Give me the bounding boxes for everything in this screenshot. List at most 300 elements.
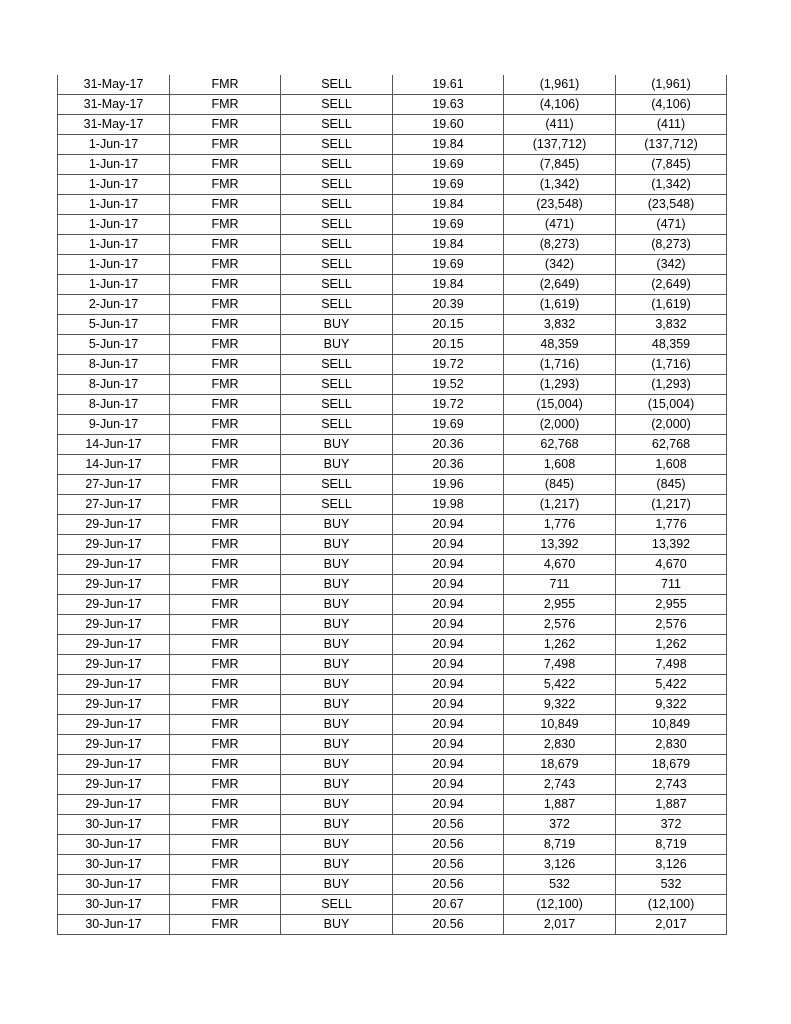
date-cell: 29-Jun-17 [58,575,170,595]
price-cell: 20.94 [393,795,504,815]
fund-cell: FMR [170,855,281,875]
quantity-total-cell: 8,719 [616,835,727,855]
type-cell: BUY [281,655,393,675]
quantity-cell: (4,106) [504,95,616,115]
date-cell: 1-Jun-17 [58,255,170,275]
table-row [58,75,727,95]
table-row [58,695,727,715]
fund-cell: FMR [170,515,281,535]
price-cell: 20.36 [393,435,504,455]
fund-cell: FMR [170,95,281,115]
date-cell: 29-Jun-17 [58,775,170,795]
fund-cell: FMR [170,75,281,95]
type-cell: BUY [281,695,393,715]
type-cell: BUY [281,335,393,355]
date-cell: 5-Jun-17 [58,315,170,335]
type-cell: BUY [281,515,393,535]
quantity-cell: 9,322 [504,695,616,715]
price-cell: 19.72 [393,395,504,415]
type-cell: SELL [281,375,393,395]
quantity-cell: 2,830 [504,735,616,755]
date-cell: 29-Jun-17 [58,735,170,755]
date-cell: 1-Jun-17 [58,235,170,255]
type-cell: BUY [281,555,393,575]
fund-cell: FMR [170,615,281,635]
table-row [58,195,727,215]
quantity-total-cell: 9,322 [616,695,727,715]
quantity-cell: (137,712) [504,135,616,155]
date-cell: 14-Jun-17 [58,435,170,455]
table-row [58,375,727,395]
table-row [58,215,727,235]
table-row [58,175,727,195]
quantity-total-cell: (15,004) [616,395,727,415]
table-row [58,335,727,355]
quantity-cell: (2,649) [504,275,616,295]
fund-cell: FMR [170,815,281,835]
fund-cell: FMR [170,635,281,655]
date-cell: 1-Jun-17 [58,135,170,155]
quantity-total-cell: (1,619) [616,295,727,315]
price-cell: 20.94 [393,515,504,535]
table-row [58,835,727,855]
quantity-total-cell: 3,832 [616,315,727,335]
price-cell: 20.56 [393,875,504,895]
quantity-cell: 13,392 [504,535,616,555]
date-cell: 1-Jun-17 [58,155,170,175]
type-cell: SELL [281,175,393,195]
quantity-cell: 3,126 [504,855,616,875]
date-cell: 8-Jun-17 [58,395,170,415]
fund-cell: FMR [170,375,281,395]
fund-cell: FMR [170,535,281,555]
quantity-total-cell: 3,126 [616,855,727,875]
type-cell: BUY [281,755,393,775]
type-cell: BUY [281,815,393,835]
date-cell: 2-Jun-17 [58,295,170,315]
quantity-total-cell: (23,548) [616,195,727,215]
date-cell: 30-Jun-17 [58,895,170,915]
fund-cell: FMR [170,195,281,215]
price-cell: 20.56 [393,855,504,875]
table-row [58,115,727,135]
fund-cell: FMR [170,755,281,775]
date-cell: 30-Jun-17 [58,855,170,875]
quantity-cell: (1,217) [504,495,616,515]
fund-cell: FMR [170,715,281,735]
table-row [58,555,727,575]
price-cell: 20.94 [393,575,504,595]
quantity-cell: (15,004) [504,395,616,415]
price-cell: 20.56 [393,915,504,935]
fund-cell: FMR [170,295,281,315]
quantity-cell: (2,000) [504,415,616,435]
type-cell: SELL [281,255,393,275]
quantity-total-cell: (411) [616,115,727,135]
quantity-total-cell: (845) [616,475,727,495]
quantity-total-cell: 372 [616,815,727,835]
quantity-cell: (8,273) [504,235,616,255]
table-row [58,755,727,775]
date-cell: 14-Jun-17 [58,455,170,475]
fund-cell: FMR [170,875,281,895]
quantity-total-cell: 1,608 [616,455,727,475]
quantity-total-cell: 2,955 [616,595,727,615]
type-cell: SELL [281,495,393,515]
quantity-cell: (1,293) [504,375,616,395]
type-cell: BUY [281,795,393,815]
quantity-total-cell: 2,576 [616,615,727,635]
table-row [58,295,727,315]
price-cell: 19.63 [393,95,504,115]
quantity-total-cell: (4,106) [616,95,727,115]
table-row [58,455,727,475]
type-cell: BUY [281,675,393,695]
fund-cell: FMR [170,595,281,615]
fund-cell: FMR [170,115,281,135]
date-cell: 29-Jun-17 [58,695,170,715]
type-cell: SELL [281,355,393,375]
fund-cell: FMR [170,415,281,435]
fund-cell: FMR [170,495,281,515]
quantity-total-cell: (342) [616,255,727,275]
quantity-cell: 1,887 [504,795,616,815]
quantity-cell: (1,342) [504,175,616,195]
price-cell: 19.84 [393,235,504,255]
price-cell: 20.94 [393,635,504,655]
fund-cell: FMR [170,135,281,155]
date-cell: 30-Jun-17 [58,835,170,855]
type-cell: SELL [281,895,393,915]
quantity-cell: (1,619) [504,295,616,315]
price-cell: 19.84 [393,195,504,215]
date-cell: 1-Jun-17 [58,275,170,295]
type-cell: SELL [281,275,393,295]
type-cell: BUY [281,575,393,595]
quantity-cell: 48,359 [504,335,616,355]
fund-cell: FMR [170,795,281,815]
quantity-total-cell: (2,000) [616,415,727,435]
fund-cell: FMR [170,255,281,275]
fund-cell: FMR [170,555,281,575]
type-cell: BUY [281,875,393,895]
date-cell: 30-Jun-17 [58,915,170,935]
date-cell: 29-Jun-17 [58,675,170,695]
type-cell: SELL [281,75,393,95]
quantity-cell: 2,017 [504,915,616,935]
price-cell: 20.94 [393,755,504,775]
type-cell: SELL [281,95,393,115]
quantity-total-cell: (1,716) [616,355,727,375]
quantity-total-cell: 1,776 [616,515,727,535]
quantity-total-cell: (1,217) [616,495,727,515]
date-cell: 29-Jun-17 [58,555,170,575]
fund-cell: FMR [170,915,281,935]
table-row [58,135,727,155]
date-cell: 1-Jun-17 [58,215,170,235]
quantity-cell: 4,670 [504,555,616,575]
table-row [58,495,727,515]
quantity-total-cell: 13,392 [616,535,727,555]
quantity-cell: 372 [504,815,616,835]
type-cell: SELL [281,155,393,175]
price-cell: 20.39 [393,295,504,315]
quantity-total-cell: 10,849 [616,715,727,735]
transactions-body [58,75,727,935]
quantity-cell: 2,576 [504,615,616,635]
type-cell: BUY [281,835,393,855]
quantity-cell: (1,716) [504,355,616,375]
price-cell: 20.36 [393,455,504,475]
fund-cell: FMR [170,675,281,695]
quantity-total-cell: 2,017 [616,915,727,935]
quantity-total-cell: 532 [616,875,727,895]
quantity-total-cell: 2,830 [616,735,727,755]
date-cell: 29-Jun-17 [58,515,170,535]
type-cell: BUY [281,535,393,555]
price-cell: 19.84 [393,135,504,155]
date-cell: 31-May-17 [58,115,170,135]
date-cell: 27-Jun-17 [58,495,170,515]
quantity-cell: (1,961) [504,75,616,95]
date-cell: 8-Jun-17 [58,375,170,395]
table-row [58,895,727,915]
table-row [58,515,727,535]
price-cell: 19.69 [393,215,504,235]
type-cell: SELL [281,195,393,215]
price-cell: 19.72 [393,355,504,375]
date-cell: 31-May-17 [58,75,170,95]
quantity-cell: 10,849 [504,715,616,735]
date-cell: 1-Jun-17 [58,195,170,215]
price-cell: 20.94 [393,695,504,715]
quantity-cell: (411) [504,115,616,135]
table-row [58,815,727,835]
date-cell: 30-Jun-17 [58,815,170,835]
date-cell: 29-Jun-17 [58,795,170,815]
price-cell: 19.69 [393,175,504,195]
table-row [58,475,727,495]
type-cell: SELL [281,235,393,255]
quantity-cell: 2,743 [504,775,616,795]
type-cell: BUY [281,595,393,615]
fund-cell: FMR [170,475,281,495]
price-cell: 20.94 [393,735,504,755]
quantity-total-cell: 62,768 [616,435,727,455]
date-cell: 29-Jun-17 [58,755,170,775]
price-cell: 20.15 [393,315,504,335]
quantity-cell: 1,608 [504,455,616,475]
fund-cell: FMR [170,435,281,455]
quantity-cell: (471) [504,215,616,235]
date-cell: 29-Jun-17 [58,715,170,735]
quantity-total-cell: 4,670 [616,555,727,575]
price-cell: 20.94 [393,555,504,575]
type-cell: BUY [281,775,393,795]
quantity-cell: 18,679 [504,755,616,775]
table-row [58,655,727,675]
fund-cell: FMR [170,775,281,795]
quantity-cell: 5,422 [504,675,616,695]
date-cell: 29-Jun-17 [58,535,170,555]
quantity-total-cell: 2,743 [616,775,727,795]
type-cell: BUY [281,735,393,755]
quantity-cell: 3,832 [504,315,616,335]
date-cell: 29-Jun-17 [58,615,170,635]
fund-cell: FMR [170,835,281,855]
price-cell: 20.56 [393,815,504,835]
quantity-total-cell: 1,887 [616,795,727,815]
table-row [58,615,727,635]
fund-cell: FMR [170,895,281,915]
table-row [58,355,727,375]
fund-cell: FMR [170,175,281,195]
price-cell: 20.94 [393,615,504,635]
type-cell: BUY [281,615,393,635]
type-cell: SELL [281,395,393,415]
table-row [58,715,727,735]
date-cell: 29-Jun-17 [58,595,170,615]
price-cell: 19.69 [393,255,504,275]
table-row [58,635,727,655]
quantity-cell: 1,776 [504,515,616,535]
table-row [58,435,727,455]
quantity-total-cell: 48,359 [616,335,727,355]
price-cell: 19.69 [393,415,504,435]
quantity-cell: 2,955 [504,595,616,615]
table-row [58,395,727,415]
quantity-total-cell: (2,649) [616,275,727,295]
type-cell: SELL [281,415,393,435]
quantity-cell: (342) [504,255,616,275]
quantity-cell: 7,498 [504,655,616,675]
fund-cell: FMR [170,395,281,415]
table-row [58,875,727,895]
quantity-total-cell: (137,712) [616,135,727,155]
table-row [58,315,727,335]
table-row [58,535,727,555]
type-cell: BUY [281,915,393,935]
quantity-cell: (845) [504,475,616,495]
fund-cell: FMR [170,575,281,595]
fund-cell: FMR [170,275,281,295]
price-cell: 19.61 [393,75,504,95]
type-cell: BUY [281,855,393,875]
type-cell: BUY [281,715,393,735]
table-row [58,595,727,615]
quantity-cell: 1,262 [504,635,616,655]
fund-cell: FMR [170,655,281,675]
quantity-total-cell: 18,679 [616,755,727,775]
fund-cell: FMR [170,155,281,175]
table-row [58,855,727,875]
fund-cell: FMR [170,455,281,475]
date-cell: 9-Jun-17 [58,415,170,435]
price-cell: 19.96 [393,475,504,495]
type-cell: SELL [281,295,393,315]
table-row [58,95,727,115]
date-cell: 5-Jun-17 [58,335,170,355]
type-cell: BUY [281,455,393,475]
price-cell: 20.15 [393,335,504,355]
quantity-total-cell: 7,498 [616,655,727,675]
table-row [58,275,727,295]
price-cell: 19.84 [393,275,504,295]
table-row [58,915,727,935]
price-cell: 20.56 [393,835,504,855]
price-cell: 20.94 [393,655,504,675]
date-cell: 29-Jun-17 [58,635,170,655]
price-cell: 19.69 [393,155,504,175]
price-cell: 19.98 [393,495,504,515]
date-cell: 8-Jun-17 [58,355,170,375]
fund-cell: FMR [170,335,281,355]
fund-cell: FMR [170,695,281,715]
table-row [58,415,727,435]
table-row [58,575,727,595]
type-cell: SELL [281,115,393,135]
date-cell: 30-Jun-17 [58,875,170,895]
price-cell: 20.94 [393,675,504,695]
quantity-cell: 711 [504,575,616,595]
table-row [58,235,727,255]
quantity-total-cell: 711 [616,575,727,595]
quantity-cell: 62,768 [504,435,616,455]
fund-cell: FMR [170,315,281,335]
transactions-table [57,75,727,935]
quantity-total-cell: 1,262 [616,635,727,655]
type-cell: BUY [281,635,393,655]
quantity-total-cell: (7,845) [616,155,727,175]
date-cell: 29-Jun-17 [58,655,170,675]
fund-cell: FMR [170,735,281,755]
date-cell: 27-Jun-17 [58,475,170,495]
quantity-total-cell: 5,422 [616,675,727,695]
type-cell: SELL [281,135,393,155]
quantity-total-cell: (1,342) [616,175,727,195]
quantity-cell: (12,100) [504,895,616,915]
fund-cell: FMR [170,215,281,235]
table-row [58,735,727,755]
price-cell: 20.94 [393,715,504,735]
quantity-total-cell: (8,273) [616,235,727,255]
quantity-cell: (23,548) [504,195,616,215]
quantity-total-cell: (12,100) [616,895,727,915]
type-cell: SELL [281,475,393,495]
price-cell: 20.94 [393,775,504,795]
table-row [58,795,727,815]
type-cell: BUY [281,315,393,335]
fund-cell: FMR [170,235,281,255]
table-row [58,255,727,275]
table-row [58,155,727,175]
type-cell: BUY [281,435,393,455]
price-cell: 20.67 [393,895,504,915]
quantity-cell: (7,845) [504,155,616,175]
price-cell: 19.60 [393,115,504,135]
quantity-total-cell: (1,293) [616,375,727,395]
price-cell: 20.94 [393,595,504,615]
quantity-total-cell: (471) [616,215,727,235]
price-cell: 19.52 [393,375,504,395]
type-cell: SELL [281,215,393,235]
quantity-cell: 8,719 [504,835,616,855]
fund-cell: FMR [170,355,281,375]
date-cell: 31-May-17 [58,95,170,115]
table-row [58,675,727,695]
date-cell: 1-Jun-17 [58,175,170,195]
quantity-total-cell: (1,961) [616,75,727,95]
